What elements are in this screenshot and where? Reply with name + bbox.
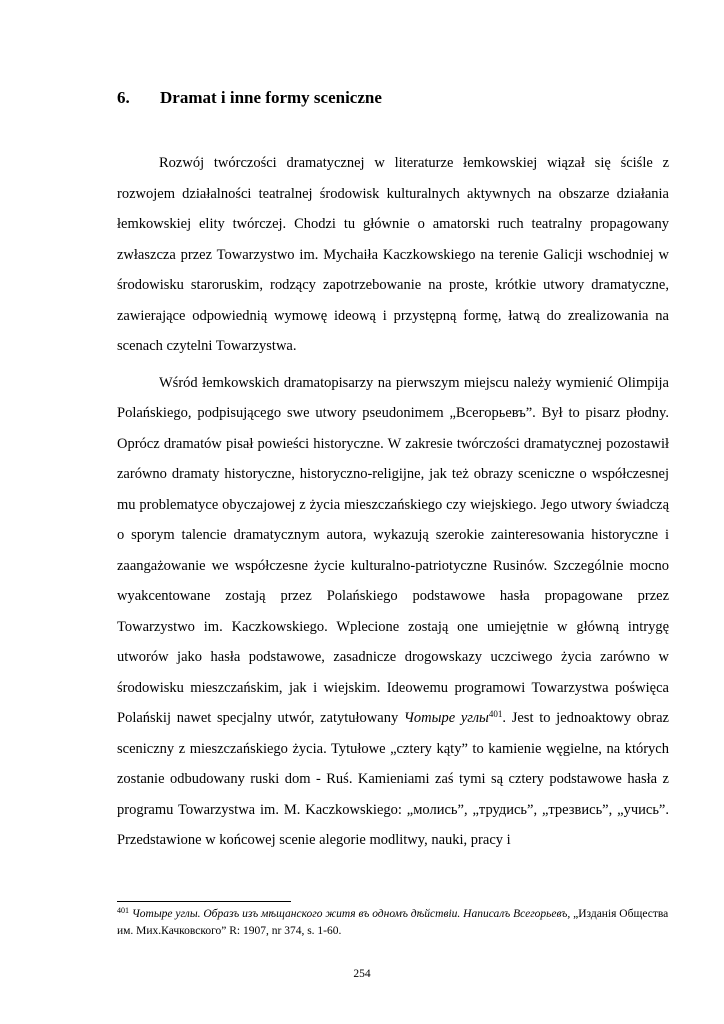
footnote-number: 401 xyxy=(117,906,129,915)
footnote xyxy=(117,906,669,940)
footnote-reference[interactable]: 401 xyxy=(488,709,503,719)
page-number: 254 xyxy=(353,968,371,980)
paragraph-2 xyxy=(117,368,669,856)
footnote-italic-text: Чотыре углы. Образъ изъ мѣщанского житя въ одномъ дѣйствіи. Написалъ Всегорьевъ, xyxy=(131,908,571,920)
paragraph-2-text-after: . Jest to jednoaktowy obraz sceniczny z mieszczańskiego życia. Tytułowe „cztery kąty” to kamienie węgielne, na których zostanie odbudowany ruski dom - Ruś. Kamieniami zaś tymi są cztery podstawowe hasła z programu Towarzystwa im. M. Kaczkowskiego: „молись”, „трудись”, „трезвись”, „учись”. Przedstawione w końcowej scenie alegorie modlitwy, nauki, pracy i xyxy=(117,710,669,848)
footnote-divider xyxy=(117,901,291,902)
paragraph-2-text-before: Wśród łemkowskich dramatopisarzy na pierwszym miejscu należy wymienić Olimpija Polańskiego, podpisującego swe utwory pseudonimem „Всегорьевъ”. Był to pisarz płodny. Oprócz dramatów pisał powieści historyczne. W zakresie twórczości dramatycznej pozostawił zarówno dramaty historyczne, historyczno-religijne, jak też obrazy sceniczne o współczesnej mu problematyce obyczajowej z życia mieszczańskiego czy wiejskiego. Jego utwory świadczą o sporym talencie dramatycznym autora, wykazują szerokie zainteresowania historyczne i zaangażowanie we współczesne życie kulturalno-patriotyczne Rusinów. Szczególnie mocno wyakcentowane zostają przez Polańskiego podstawowe hasła propagowane przez Towarzystwo im. Kaczkowskiego. Wplecione zostają one umiejętnie w główną intrygę utworów jako hasła podstawowe, zasadnicze drogowskazy uczciwego życia zarówno w środowisku mieszczańskim, jak i wiejskim. Ideowemu programowi Towarzystwa poświęca Polańskij nawet specjalny utwór, zatytułowany xyxy=(117,374,669,726)
section-number: 6. xyxy=(117,88,130,107)
section-heading xyxy=(117,87,382,109)
body-text xyxy=(117,148,669,856)
paragraph-1: Rozwój twórczości dramatycznej w literaturze łemkowskiej wiązał się ściśle z rozwojem działalności teatralnej środowisk kulturalnych aktywnych na obszarze działania łemkowskiej elity twórczej. Chodzi tu głównie o amatorski ruch teatralny propagowany zwłaszcza przez Towarzystwo im. Mychaiła Kaczkowskiego na terenie Galicji wschodniej w środowisku staroruskim, rodzący zapotrzebowanie na proste, krótkie utwory dramatyczne, zawierające odpowiednią wymowę ideową i przystępną formę, łatwą do zrealizowania na scenach czytelni Towarzystwa. xyxy=(117,155,669,354)
section-title: Dramat i inne formy sceniczne xyxy=(160,88,382,107)
work-title: Чотыре углы xyxy=(403,710,489,726)
footnote-rest-text: „Изданія Общества им. Мих.Качковского” R: 1907, nr 374, s. 1-60. xyxy=(117,908,669,937)
